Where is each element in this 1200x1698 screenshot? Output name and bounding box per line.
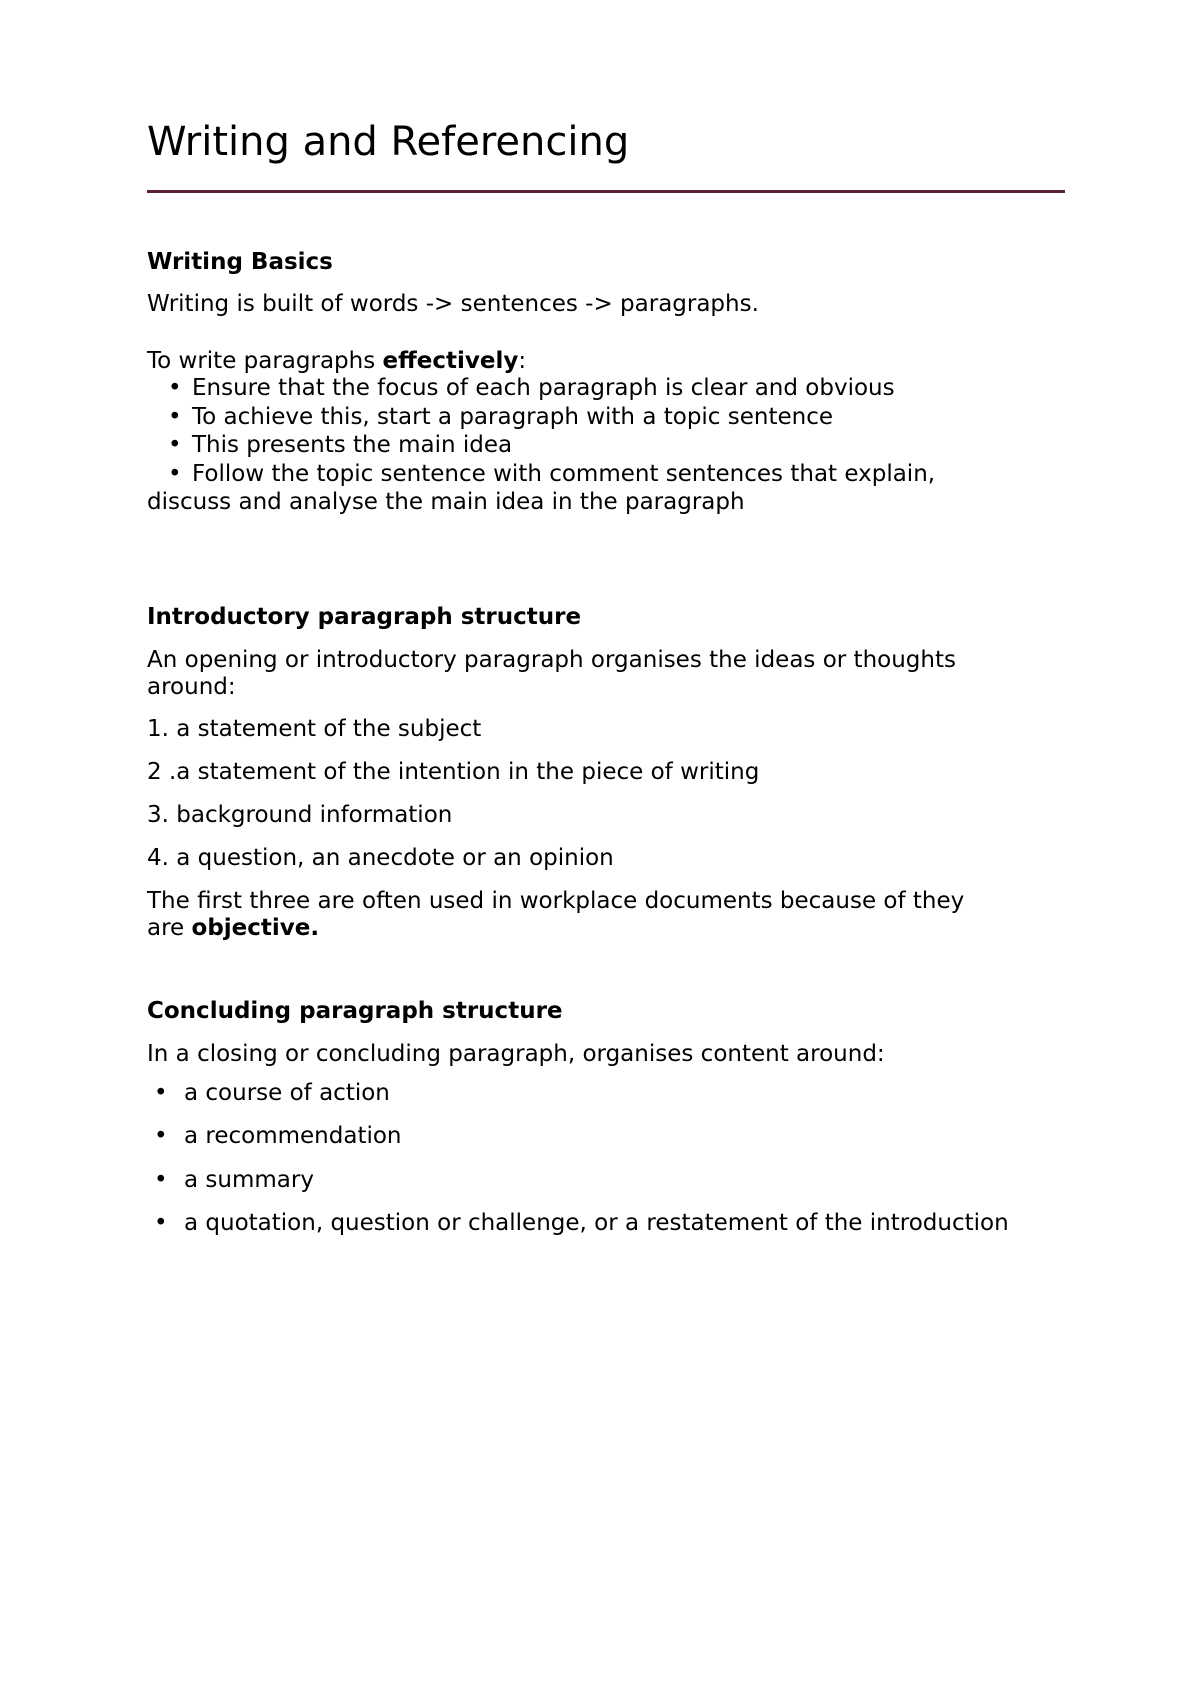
bullet-text: a summary bbox=[184, 1167, 314, 1193]
introductory-note-line-2 bbox=[147, 914, 319, 942]
bullet-text: Follow the topic sentence with comment sentences that explain, bbox=[192, 461, 936, 487]
note-emphasis: objective. bbox=[191, 915, 320, 941]
effective-paragraphs-lead bbox=[147, 347, 526, 375]
lead-emphasis: effectively bbox=[382, 348, 519, 374]
lead-colon: : bbox=[518, 348, 527, 374]
bullet-text: This presents the main idea bbox=[192, 432, 513, 458]
concluding-bullet-3 bbox=[154, 1166, 314, 1194]
introductory-item-2: 2 .a statement of the intention in the piece of writing bbox=[147, 759, 760, 785]
concluding-bullet-2 bbox=[154, 1122, 402, 1150]
writing-basics-intro: Writing is built of words -> sentences -> paragraphs. bbox=[147, 291, 759, 317]
bullet-text: a course of action bbox=[184, 1080, 390, 1106]
document-title: Writing and Referencing bbox=[147, 119, 630, 165]
concluding-bullet-4 bbox=[154, 1209, 1009, 1237]
note-text: are bbox=[147, 915, 192, 941]
concluding-intro: In a closing or concluding paragraph, organises content around: bbox=[147, 1041, 885, 1067]
introductory-note-line-1: The first three are often used in workplace documents because of they bbox=[147, 888, 965, 914]
concluding-bullet-1 bbox=[154, 1079, 390, 1107]
basics-bullet-1 bbox=[168, 374, 895, 402]
introductory-paragraph-line-2: around: bbox=[147, 674, 236, 700]
basics-bullet-2 bbox=[168, 403, 833, 431]
section-heading-introductory: Introductory paragraph structure bbox=[147, 604, 582, 630]
introductory-paragraph-line-1: An opening or introductory paragraph organises the ideas or thoughts bbox=[147, 647, 956, 673]
bullet-icon: • bbox=[168, 404, 182, 430]
bullet-text: Ensure that the focus of each paragraph is clear and obvious bbox=[192, 375, 895, 401]
bullet-icon: • bbox=[154, 1210, 168, 1236]
section-heading-writing-basics: Writing Basics bbox=[147, 249, 333, 275]
bullet-text: a recommendation bbox=[184, 1123, 402, 1149]
bullet-icon: • bbox=[168, 461, 182, 487]
lead-text: To write paragraphs bbox=[147, 348, 383, 374]
bullet-icon: • bbox=[154, 1123, 168, 1149]
introductory-item-3: 3. background information bbox=[147, 802, 453, 828]
section-heading-concluding: Concluding paragraph structure bbox=[147, 998, 563, 1024]
introductory-item-1: 1. a statement of the subject bbox=[147, 716, 482, 742]
basics-bullet-4 bbox=[168, 460, 935, 488]
basics-bullet-4-continuation: discuss and analyse the main idea in the paragraph bbox=[147, 489, 745, 515]
bullet-text: To achieve this, start a paragraph with a topic sentence bbox=[192, 404, 834, 430]
bullet-icon: • bbox=[154, 1167, 168, 1193]
introductory-item-4: 4. a question, an anecdote or an opinion bbox=[147, 845, 614, 871]
bullet-icon: • bbox=[168, 375, 182, 401]
bullet-icon: • bbox=[168, 432, 182, 458]
title-divider bbox=[147, 190, 1065, 193]
bullet-icon: • bbox=[154, 1080, 168, 1106]
bullet-text: a quotation, question or challenge, or a restatement of the introduction bbox=[184, 1210, 1009, 1236]
basics-bullet-3 bbox=[168, 431, 512, 459]
